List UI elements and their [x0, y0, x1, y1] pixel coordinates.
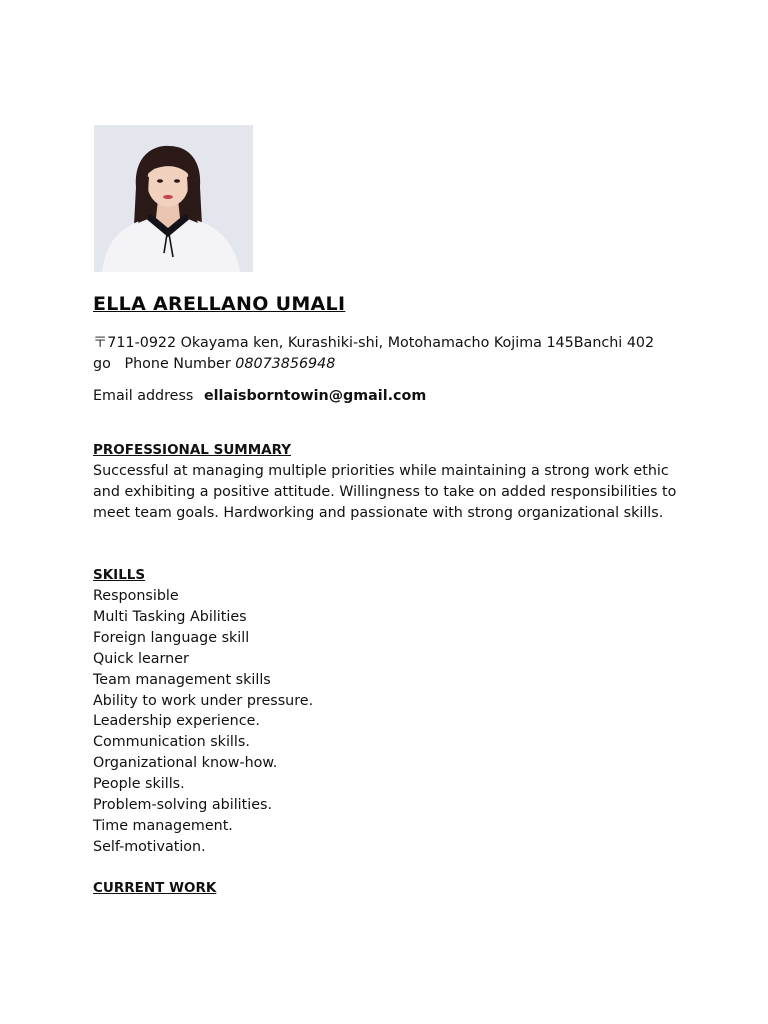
candidate-name: ELLA ARELLANO UMALI — [93, 293, 346, 315]
skill-item: Leadership experience. — [93, 713, 260, 730]
skill-item: Ability to work under pressure. — [93, 692, 314, 709]
professional-summary-text: Successful at managing multiple priorities while maintaining a strong work ethic and exhibiting a positive attitude. Willingness to take on added responsibilities to meet team goals. Hardworking and passionate with strong organizational skills. — [93, 463, 677, 521]
contact-email — [93, 386, 426, 407]
skills-list — [93, 586, 683, 858]
skill-item: Problem-solving abilities. — [93, 797, 273, 814]
phone-label: Phone Number — [124, 356, 231, 372]
current-work-section — [93, 878, 216, 899]
skill-item: Quick learner — [93, 650, 189, 667]
email-label: Email address — [93, 388, 194, 404]
email-address: ellaisborntowin@gmail.com — [203, 388, 427, 404]
skill-item: Communication skills. — [93, 734, 250, 751]
skill-item: Self-motivation. — [93, 838, 206, 855]
skill-item: People skills. — [93, 776, 185, 793]
skill-item: Organizational know-how. — [93, 755, 278, 772]
skill-item: Team management skills — [93, 671, 271, 688]
phone-number: 08073856948 — [235, 356, 336, 372]
professional-summary-section — [93, 440, 683, 524]
professional-summary-heading: PROFESSIONAL SUMMARY — [93, 442, 292, 458]
address-text: 〒711-0922 Okayama ken, Kurashiki-shi, Motohamacho Kojima 145Banchi 402 go — [93, 335, 655, 372]
skill-item: Foreign language skill — [93, 629, 250, 646]
skills-section — [93, 565, 683, 858]
contact-address — [93, 333, 683, 375]
skill-item: Responsible — [93, 588, 179, 604]
skills-heading: SKILLS — [93, 567, 146, 583]
current-work-heading: CURRENT WORK — [93, 880, 217, 896]
skill-item: Multi Tasking Abilities — [93, 608, 247, 625]
skill-item: Time management. — [93, 817, 233, 834]
profile-photo — [94, 125, 253, 272]
